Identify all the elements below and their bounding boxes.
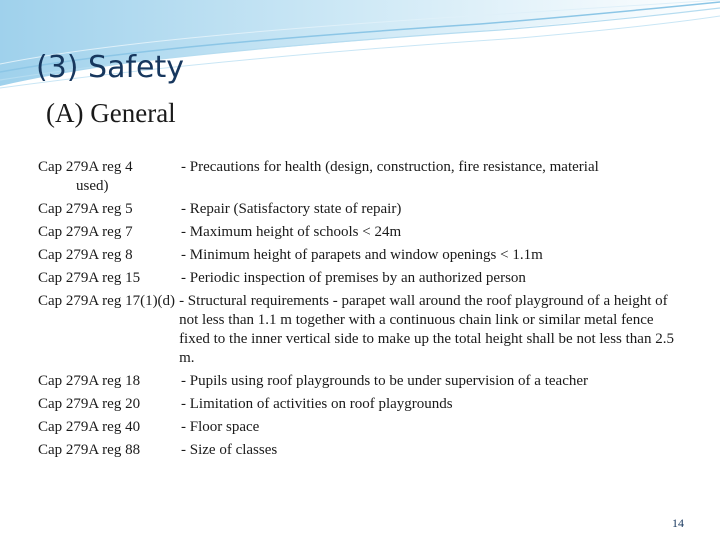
regulation-description: - Structural requirements - parapet wall around the roof playground of a height of not less than 1.1 m together with a continuous chain link or similar metal fence fixed to the inner vertical side to make up the total height shall be not less than 2.5 m. [179,293,674,366]
regulation-description: - Maximum height of schools < 24m [181,224,402,240]
regulation-item [38,395,698,414]
regulation-code: Cap 279A reg 17(1)(d) [38,293,176,309]
regulation-description: - Pupils using roof playgrounds to be under supervision of a teacher [181,373,588,389]
regulation-code: Cap 279A reg 40 [38,419,141,435]
regulation-code: Cap 279A reg 18 [38,373,141,389]
slide-title: (3) Safety [36,50,184,85]
regulation-description: - Periodic inspection of premises by an authorized person [181,270,526,286]
regulation-description: - Repair (Satisfactory state of repair) [181,201,402,217]
slide-subtitle: (A) General [46,98,176,128]
regulation-item [38,372,698,391]
regulation-item [38,269,698,288]
regulation-item [38,158,698,196]
regulation-description: - Precautions for health (design, construction, fire resistance, material [181,159,599,175]
regulation-description: - Limitation of activities on roof playgrounds [181,396,453,412]
regulation-code: Cap 279A reg 7 [38,224,133,240]
regulation-description: - Size of classes [181,442,278,458]
regulation-item [38,418,698,437]
regulation-list [38,158,698,464]
regulation-description: - Floor space [181,419,260,435]
regulation-code: Cap 279A reg 5 [38,201,133,217]
regulation-code: Cap 279A reg 88 [38,442,141,458]
regulation-code: Cap 279A reg 20 [38,396,141,412]
regulation-code: Cap 279A reg 15 [38,270,141,286]
regulation-description-continued: used) [76,178,109,194]
regulation-item [38,292,698,368]
page-number: 14 [672,516,684,530]
regulation-description: - Minimum height of parapets and window openings < 1.1m [181,247,543,263]
regulation-item [38,441,698,460]
regulation-code: Cap 279A reg 8 [38,247,133,263]
regulation-item [38,200,698,219]
regulation-item [38,246,698,265]
regulation-item [38,223,698,242]
regulation-code: Cap 279A reg 4 [38,159,133,175]
